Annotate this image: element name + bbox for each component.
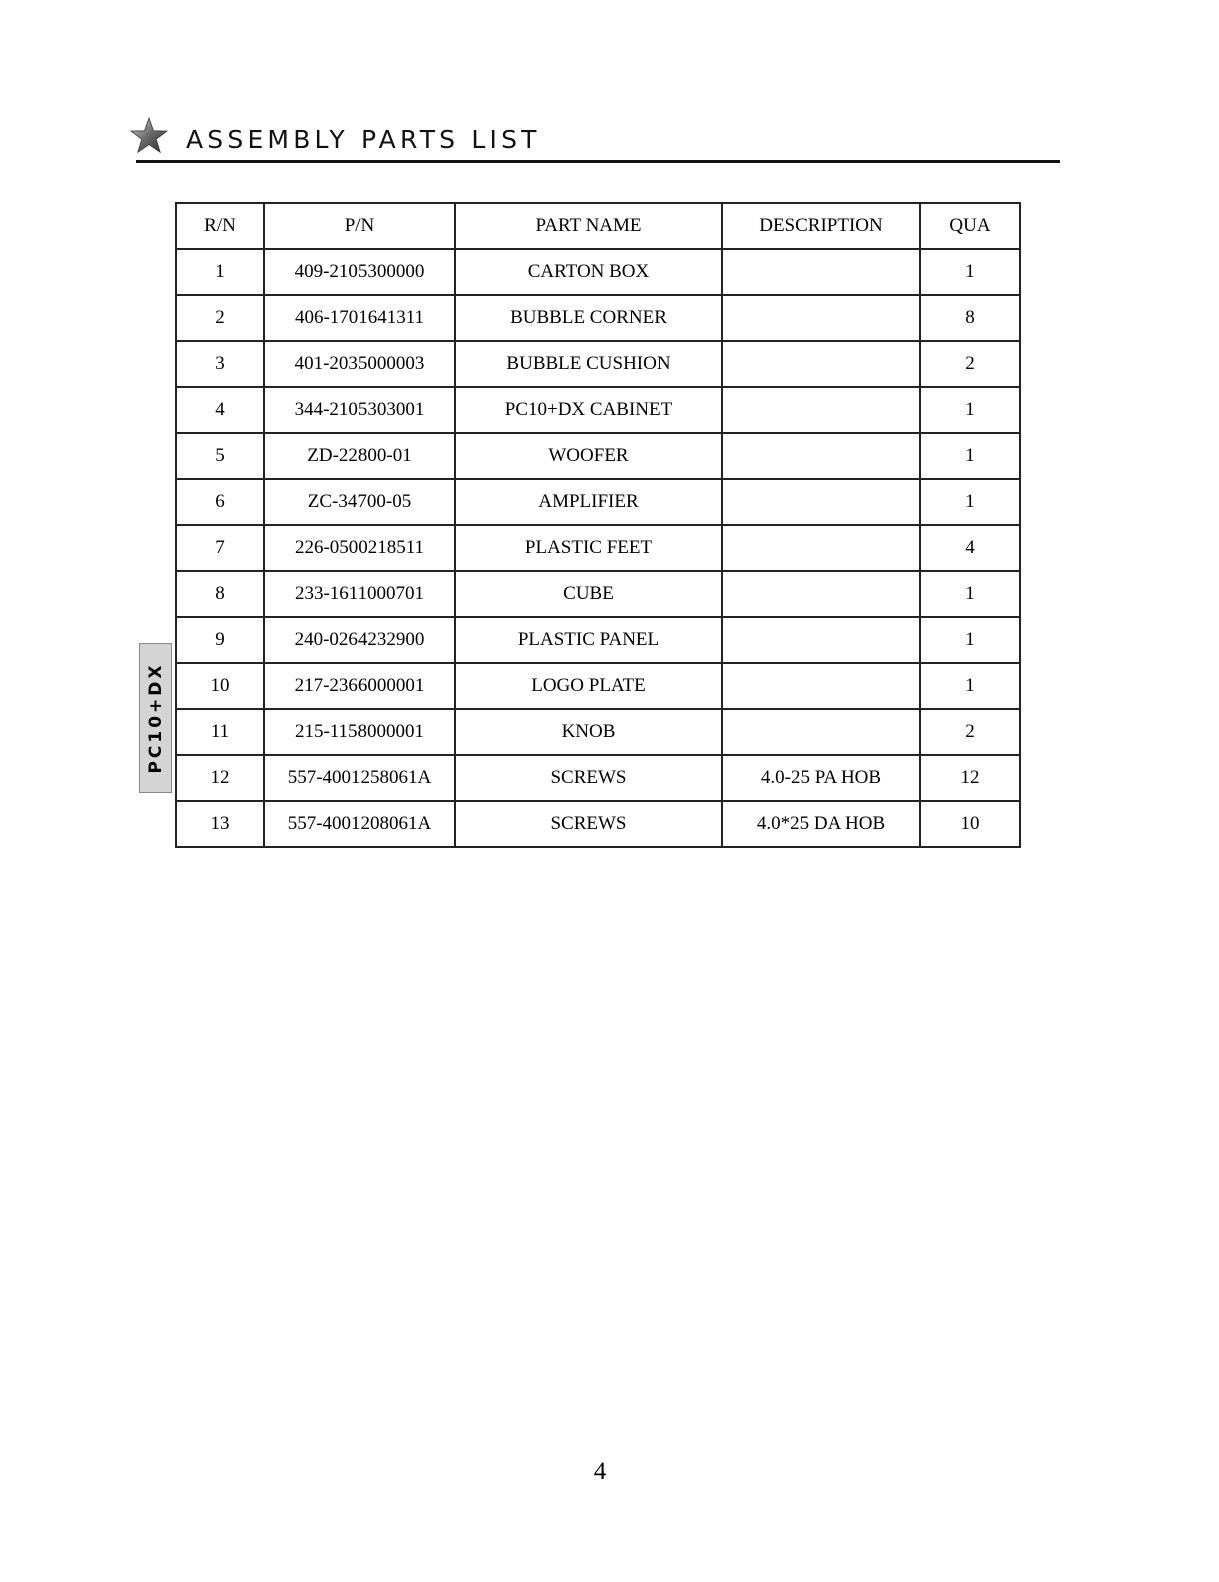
cell-part-name: SCREWS <box>455 755 722 801</box>
cell-rn: 11 <box>176 709 264 755</box>
table-row <box>176 341 1020 387</box>
cell-part-name: BUBBLE CORNER <box>455 295 722 341</box>
page-number: 4 <box>593 1458 607 1485</box>
cell-rn: 13 <box>176 801 264 847</box>
table-row <box>176 663 1020 709</box>
cell-pn: 401-2035000003 <box>264 341 455 387</box>
column-header-description: DESCRIPTION <box>722 203 920 249</box>
cell-rn: 7 <box>176 525 264 571</box>
cell-description <box>722 433 920 479</box>
cell-description <box>722 663 920 709</box>
table-body <box>176 249 1020 847</box>
cell-pn: 344-2105303001 <box>264 387 455 433</box>
cell-part-name: CARTON BOX <box>455 249 722 295</box>
cell-part-name: CUBE <box>455 571 722 617</box>
column-header-pn: P/N <box>264 203 455 249</box>
cell-rn: 5 <box>176 433 264 479</box>
cell-pn: 406-1701641311 <box>264 295 455 341</box>
cell-pn: 233-1611000701 <box>264 571 455 617</box>
table-row <box>176 709 1020 755</box>
table-row <box>176 525 1020 571</box>
table-header <box>176 203 1020 249</box>
cell-description: 4.0*25 DA HOB <box>722 801 920 847</box>
model-side-tab <box>139 643 172 793</box>
cell-rn: 10 <box>176 663 264 709</box>
cell-pn: 557-4001208061A <box>264 801 455 847</box>
page-title: ASSEMBLY PARTS LIST <box>186 125 541 154</box>
table-row <box>176 755 1020 801</box>
page-header <box>130 115 1062 165</box>
cell-part-name: AMPLIFIER <box>455 479 722 525</box>
cell-qua: 1 <box>920 433 1020 479</box>
cell-rn: 3 <box>176 341 264 387</box>
cell-part-name: LOGO PLATE <box>455 663 722 709</box>
column-header-rn: R/N <box>176 203 264 249</box>
cell-part-name: PLASTIC FEET <box>455 525 722 571</box>
cell-part-name: KNOB <box>455 709 722 755</box>
cell-part-name: SCREWS <box>455 801 722 847</box>
cell-rn: 1 <box>176 249 264 295</box>
cell-description <box>722 709 920 755</box>
cell-description <box>722 479 920 525</box>
cell-qua: 1 <box>920 387 1020 433</box>
column-header-part-name: PART NAME <box>455 203 722 249</box>
cell-part-name: BUBBLE CUSHION <box>455 341 722 387</box>
cell-description <box>722 525 920 571</box>
table-row <box>176 387 1020 433</box>
cell-rn: 2 <box>176 295 264 341</box>
cell-description <box>722 387 920 433</box>
cell-qua: 8 <box>920 295 1020 341</box>
cell-rn: 6 <box>176 479 264 525</box>
cell-qua: 2 <box>920 709 1020 755</box>
cell-qua: 1 <box>920 249 1020 295</box>
cell-pn: 557-4001258061A <box>264 755 455 801</box>
cell-part-name: PC10+DX CABINET <box>455 387 722 433</box>
cell-pn: 215-1158000001 <box>264 709 455 755</box>
table-row <box>176 801 1020 847</box>
cell-rn: 8 <box>176 571 264 617</box>
cell-pn: ZC-34700-05 <box>264 479 455 525</box>
cell-description <box>722 249 920 295</box>
cell-pn: 226-0500218511 <box>264 525 455 571</box>
table-row <box>176 295 1020 341</box>
cell-rn: 4 <box>176 387 264 433</box>
cell-description <box>722 295 920 341</box>
model-side-tab-label: PC10+DX <box>145 662 166 774</box>
cell-qua: 1 <box>920 571 1020 617</box>
cell-qua: 4 <box>920 525 1020 571</box>
cell-description <box>722 341 920 387</box>
cell-pn: 409-2105300000 <box>264 249 455 295</box>
cell-part-name: PLASTIC PANEL <box>455 617 722 663</box>
table-row <box>176 249 1020 295</box>
cell-qua: 10 <box>920 801 1020 847</box>
star-icon <box>130 117 168 155</box>
cell-qua: 1 <box>920 479 1020 525</box>
cell-pn: 217-2366000001 <box>264 663 455 709</box>
table-row <box>176 571 1020 617</box>
cell-part-name: WOOFER <box>455 433 722 479</box>
table-row <box>176 479 1020 525</box>
cell-qua: 1 <box>920 617 1020 663</box>
parts-table <box>175 202 1021 848</box>
cell-description <box>722 571 920 617</box>
cell-qua: 1 <box>920 663 1020 709</box>
cell-qua: 12 <box>920 755 1020 801</box>
cell-rn: 12 <box>176 755 264 801</box>
column-header-qua: QUA <box>920 203 1020 249</box>
cell-pn: 240-0264232900 <box>264 617 455 663</box>
table-row <box>176 617 1020 663</box>
cell-rn: 9 <box>176 617 264 663</box>
table-header-row <box>176 203 1020 249</box>
table-row <box>176 433 1020 479</box>
cell-pn: ZD-22800-01 <box>264 433 455 479</box>
cell-qua: 2 <box>920 341 1020 387</box>
cell-description <box>722 617 920 663</box>
header-divider <box>136 160 1060 163</box>
cell-description: 4.0-25 PA HOB <box>722 755 920 801</box>
